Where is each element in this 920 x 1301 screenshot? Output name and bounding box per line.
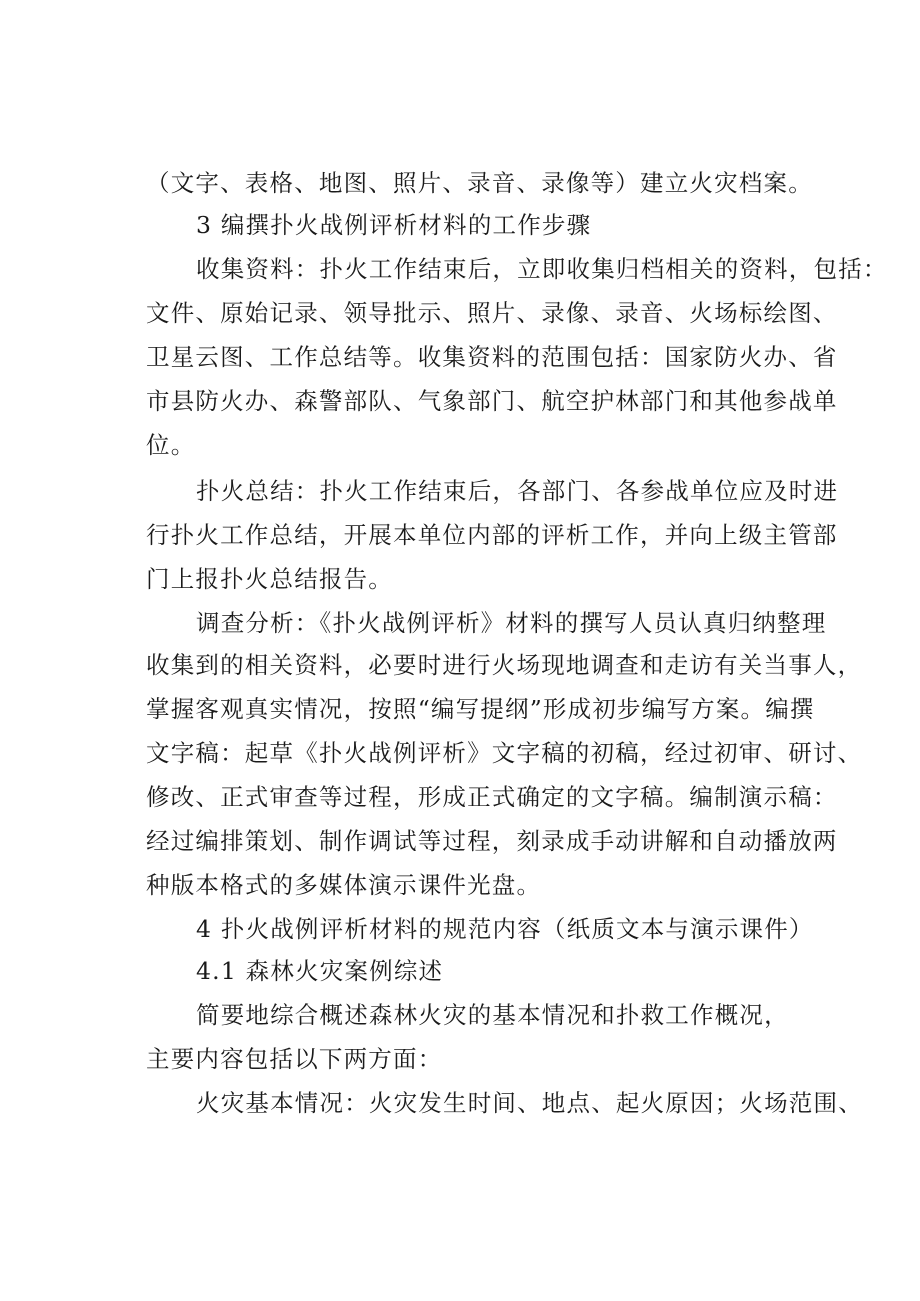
text-line: 收集资料：扑火工作结束后，立即收集归档相关的资料，包括： xyxy=(196,255,888,283)
text-line: 掌握客观真实情况，按照“编写提纲”形成初步编写方案。编撰 xyxy=(146,695,815,723)
text-line: 扑火总结：扑火工作结束后，各部门、各参战单位应及时进 xyxy=(196,477,839,505)
text-line: 卫星云图、工作总结等。收集资料的范围包括：国家防火办、省 xyxy=(146,343,838,371)
text-line: 主要内容包括以下两方面： xyxy=(146,1045,443,1073)
text-line: 位。 xyxy=(146,431,196,459)
text-line: 行扑火工作总结，开展本单位内部的评析工作，并向上级主管部 xyxy=(146,521,838,549)
text-line: 文件、原始记录、领导批示、照片、录像、录音、火场标绘图、 xyxy=(146,299,838,327)
text-line: 简要地综合概述森林火灾的基本情况和扑救工作概况， xyxy=(196,1001,789,1029)
text-line: 火灾基本情况：火灾发生时间、地点、起火原因；火场范围、 xyxy=(196,1089,863,1117)
section-heading: 4 扑火战例评析材料的规范内容（纸质文本与演示课件） xyxy=(196,915,814,943)
text-line: 经过编排策划、制作调试等过程，刻录成手动讲解和自动播放两 xyxy=(146,827,838,855)
text-line: 市县防火办、森警部队、气象部门、航空护林部门和其他参战单 xyxy=(146,387,838,415)
text-line: 种版本格式的多媒体演示课件光盘。 xyxy=(146,871,542,899)
text-line: 文字稿：起草《扑火战例评析》文字稿的初稿，经过初审、研讨、 xyxy=(146,739,863,767)
subsection-heading: 4.1 森林火灾案例综述 xyxy=(196,957,444,985)
text-line: 调查分析：《扑火战例评析》材料的撰写人员认真归纳整理 xyxy=(196,609,827,637)
text-line: 收集到的相关资料，必要时进行火场现地调查和走访有关当事人， xyxy=(146,651,863,679)
text-line: （文字、表格、地图、照片、录音、录像等）建立火灾档案。 xyxy=(146,169,813,197)
section-heading: 3 编撰扑火战例评析材料的工作步骤 xyxy=(196,211,592,239)
text-line: 修改、正式审查等过程，形成正式确定的文字稿。编制演示稿： xyxy=(146,783,838,811)
text-line: 门上报扑火总结报告。 xyxy=(146,565,393,593)
